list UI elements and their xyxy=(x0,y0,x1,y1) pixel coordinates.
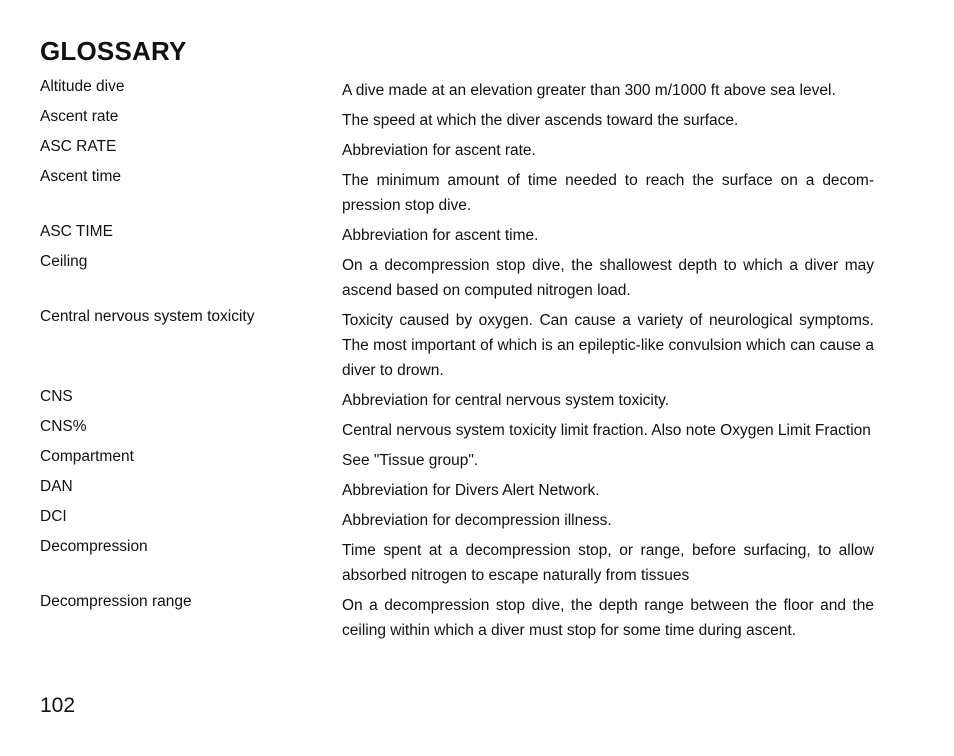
glossary-entry xyxy=(40,508,874,533)
glossary-term: Altitude dive xyxy=(40,78,125,95)
glossary-entry xyxy=(40,538,874,588)
glossary-term: DCI xyxy=(40,508,67,525)
glossary-entry xyxy=(40,253,874,303)
glossary-definition: See "Tissue group". xyxy=(342,452,479,469)
glossary-entry xyxy=(40,138,874,163)
glossary-definition: The speed at which the diver ascends toward the surface. xyxy=(342,112,739,129)
glossary-definition: On a decompression stop dive, the shallowest depth to which a diver may ascend based on computed nitrogen load. xyxy=(342,257,874,299)
glossary-term: Ascent rate xyxy=(40,108,119,125)
glossary-term: CNS% xyxy=(40,418,87,435)
glossary-term: Compartment xyxy=(40,448,134,465)
glossary-definition: Toxicity caused by oxygen. Can cause a variety of neurological symptoms. The most important of which is an epileptic-like convulsion which can cause a diver to drown. xyxy=(342,312,874,379)
glossary-term: Decompression range xyxy=(40,593,192,610)
glossary-definition: Abbreviation for ascent time. xyxy=(342,227,539,244)
glossary-term: CNS xyxy=(40,388,73,405)
page-number: 102 xyxy=(40,694,76,717)
glossary-entry xyxy=(40,418,874,443)
glossary-term: Decompression xyxy=(40,538,148,555)
page-title: GLOSSARY xyxy=(40,36,187,66)
glossary-term: Ceiling xyxy=(40,253,88,270)
glossary-term: Ascent time xyxy=(40,168,121,185)
glossary-entry xyxy=(40,448,874,473)
glossary-term: ASC TIME xyxy=(40,223,113,240)
glossary-term: Central nervous system toxicity xyxy=(40,308,255,325)
glossary-definition: Central nervous system toxicity limit fraction. Also note Oxygen Limit Fraction xyxy=(342,422,871,439)
glossary-definition: Abbreviation for Divers Alert Network. xyxy=(342,482,600,499)
glossary-entry xyxy=(40,78,874,103)
glossary-entry xyxy=(40,308,874,383)
glossary-definition: Time spent at a decompression stop, or range, before surfacing, to allow absorbed nitrogen to escape naturally from tissues xyxy=(342,542,874,584)
glossary-entry xyxy=(40,388,874,413)
glossary-definition: Abbreviation for ascent rate. xyxy=(342,142,536,159)
glossary-entry xyxy=(40,168,874,218)
glossary-definition: Abbreviation for decompression illness. xyxy=(342,512,612,529)
glossary-term: ASC RATE xyxy=(40,138,117,155)
glossary-entry xyxy=(40,593,874,643)
glossary-entry xyxy=(40,478,874,503)
glossary-definition: The minimum amount of time needed to reach the surface on a decom-pression stop dive. xyxy=(342,172,874,214)
glossary-definition: Abbreviation for central nervous system toxicity. xyxy=(342,392,670,409)
glossary-entry xyxy=(40,223,874,248)
glossary-list xyxy=(40,78,874,648)
glossary-term: DAN xyxy=(40,478,73,495)
glossary-entry xyxy=(40,108,874,133)
glossary-definition: On a decompression stop dive, the depth range between the floor and the ceiling within which a diver must stop for some time during ascent. xyxy=(342,597,874,639)
glossary-definition: A dive made at an elevation greater than 300 m/1000 ft above sea level. xyxy=(342,82,836,99)
